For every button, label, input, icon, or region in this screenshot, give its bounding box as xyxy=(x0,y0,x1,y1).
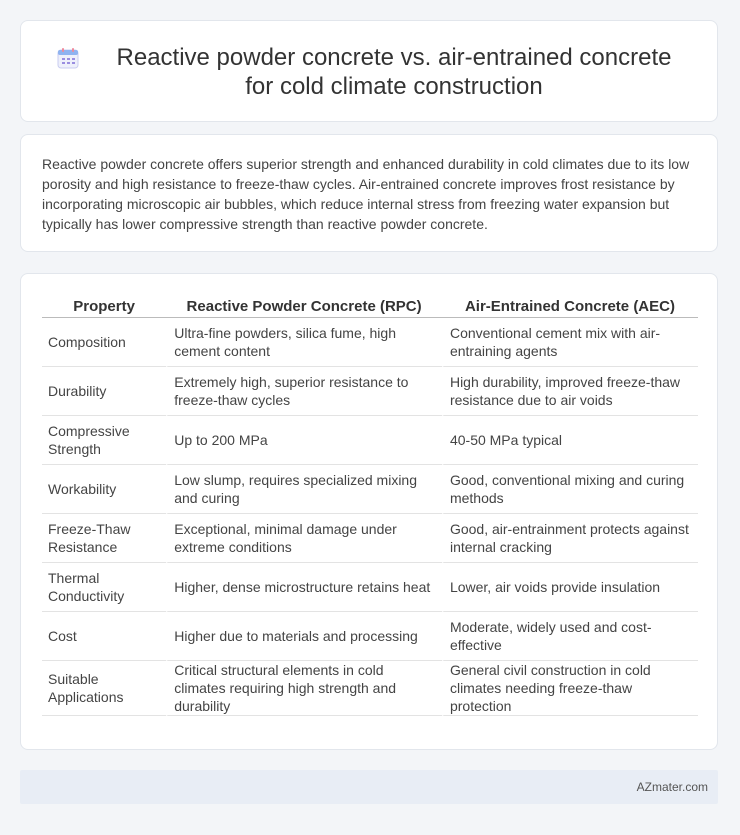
row-property: Composition xyxy=(42,318,166,367)
footer-site-link[interactable]: AZmater.com xyxy=(636,780,708,794)
footer-bar xyxy=(20,770,718,804)
row-property: Durability xyxy=(42,367,166,416)
row-aec-value: 40-50 MPa typical xyxy=(442,416,698,465)
intro-paragraph: Reactive powder concrete offers superior strength and enhanced durability in cold climates due to its low porosity and high resistance to freeze-thaw cycles. Air-entrained concrete improves frost resistance by incorporating microscopic air bubbles, which reduce internal stress from freezing water expansion but typically has lower compressive strength than reactive powder concrete. xyxy=(42,156,690,232)
row-aec-value: High durability, improved freeze-thaw resistance due to air voids xyxy=(442,367,698,416)
table-row xyxy=(42,465,698,514)
table-row xyxy=(42,563,698,612)
table-row xyxy=(42,416,698,465)
row-property: Thermal Conductivity xyxy=(42,563,166,612)
row-property: Suitable Applications xyxy=(42,661,166,716)
comparison-table xyxy=(42,295,698,716)
table-row xyxy=(42,367,698,416)
row-rpc-value: Higher, dense microstructure retains heat xyxy=(166,563,442,612)
header-property: Property xyxy=(42,295,166,318)
row-rpc-value: Ultra-fine powders, silica fume, high cement content xyxy=(166,318,442,367)
table-row xyxy=(42,514,698,563)
row-aec-value: Conventional cement mix with air-entraining agents xyxy=(442,318,698,367)
intro-card xyxy=(20,134,718,252)
table-header-row xyxy=(42,295,698,318)
row-rpc-value: Extremely high, superior resistance to freeze-thaw cycles xyxy=(166,367,442,416)
row-aec-value: Good, conventional mixing and curing methods xyxy=(442,465,698,514)
page-title: Reactive powder concrete vs. air-entrained concrete for cold climate construction xyxy=(116,44,672,100)
header-aec: Air-Entrained Concrete (AEC) xyxy=(442,295,698,318)
table-row xyxy=(42,661,698,716)
row-rpc-value: Up to 200 MPa xyxy=(166,416,442,465)
row-rpc-value: Higher due to materials and processing xyxy=(166,612,442,661)
row-rpc-value: Exceptional, minimal damage under extreme conditions xyxy=(166,514,442,563)
row-aec-value: Moderate, widely used and cost-effective xyxy=(442,612,698,661)
row-aec-value: Good, air-entrainment protects against internal cracking xyxy=(442,514,698,563)
row-aec-value: General civil construction in cold climates needing freeze-thaw protection xyxy=(442,661,698,716)
table-row xyxy=(42,612,698,661)
header-rpc: Reactive Powder Concrete (RPC) xyxy=(166,295,442,318)
table-row xyxy=(42,318,698,367)
row-property: Cost xyxy=(42,612,166,661)
row-property: Workability xyxy=(42,465,166,514)
row-property: Compressive Strength xyxy=(42,416,166,465)
comparison-table-card xyxy=(20,273,718,750)
row-rpc-value: Critical structural elements in cold climates requiring high strength and durability xyxy=(166,661,442,716)
title-card xyxy=(20,20,718,122)
row-aec-value: Lower, air voids provide insulation xyxy=(442,563,698,612)
row-rpc-value: Low slump, requires specialized mixing and curing xyxy=(166,465,442,514)
row-property: Freeze-Thaw Resistance xyxy=(42,514,166,563)
